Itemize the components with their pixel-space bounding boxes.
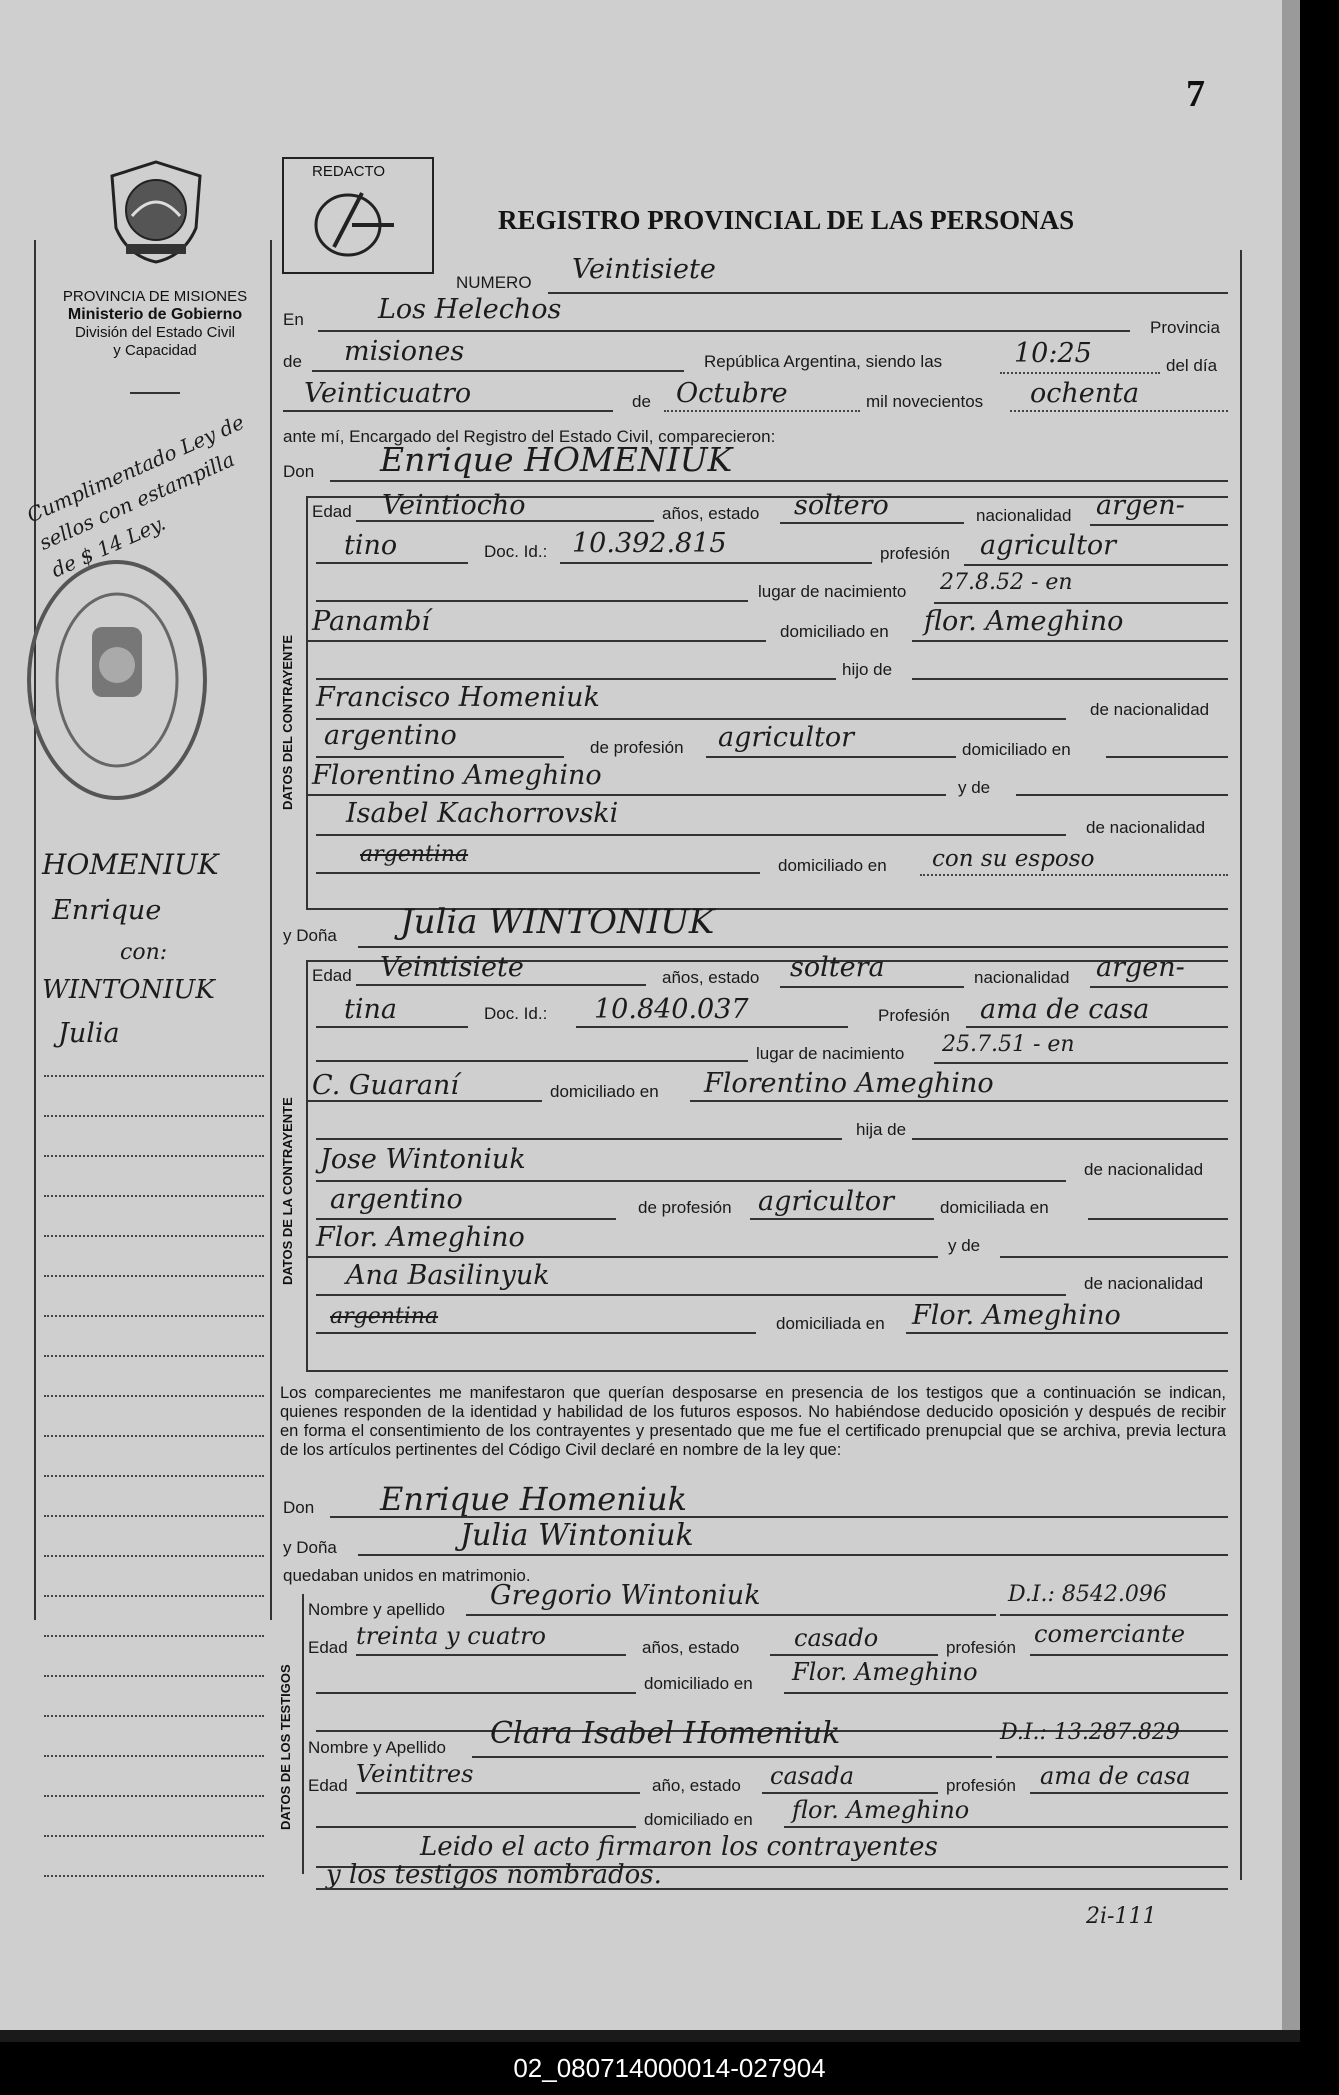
label-nacionalidad: nacionalidad: [974, 968, 1070, 987]
line-bride-address: [690, 1100, 1228, 1102]
label-de-nacionalidad: de nacionalidad: [1084, 1274, 1204, 1293]
margin-rule: [44, 1795, 264, 1797]
margin-border-left: [34, 240, 36, 1620]
line-groom-nationality: [1090, 524, 1228, 526]
bride-block-bottom: [306, 1370, 1228, 1372]
org-ministry: Ministerio de Gobierno: [67, 306, 243, 323]
label-anos-estado: años, estado: [662, 968, 760, 987]
line-groom-father-profession: [706, 756, 956, 758]
line-bride-nationality: [1090, 986, 1228, 988]
label-quedaban: quedaban unidos en matrimonio.: [283, 1566, 531, 1585]
value-groom-mother-nationality: argentina: [360, 842, 469, 867]
margin-rule: [44, 1675, 264, 1677]
label-datos-testigos: DATOS DE LOS TESTIGOS: [278, 1664, 293, 1830]
line-bride-civil-status: [780, 986, 964, 988]
line-witness1-blank: [316, 1692, 636, 1694]
value-bride-father: Jose Wintoniuk: [320, 1144, 526, 1175]
value-declared-groom: Enrique Homeniuk: [380, 1480, 687, 1518]
line-bride-mother-nationality: [316, 1332, 756, 1334]
value-bride-address: Florentino Ameghino: [704, 1068, 994, 1099]
value-groom-address: flor. Ameghino: [924, 606, 1124, 637]
label-nacionalidad: nacionalidad: [976, 506, 1072, 525]
label-ante-mi: ante mí, Encargado del Registro del Estado Civil, comparecieron:: [283, 427, 776, 446]
value-groom-father-profession: agricultor: [718, 722, 855, 753]
value-declared-bride: Julia Wintoniuk: [460, 1518, 694, 1553]
line-groom-mother-nationality: [316, 872, 760, 874]
label-del-dia: del día: [1166, 356, 1218, 375]
value-groom-father: Francisco Homeniuk: [316, 682, 600, 713]
line-provincia: [312, 370, 684, 372]
line-witness1-name: [466, 1614, 996, 1616]
org-capacity: y Capacidad: [113, 342, 197, 359]
line-bride-father-address: [306, 1256, 938, 1258]
org-province: PROVINCIA DE MISIONES: [62, 288, 248, 305]
line-groom-age: [356, 520, 654, 522]
value-groom-profession: agricultor: [980, 530, 1117, 561]
registry-seal-stamp: [22, 555, 212, 805]
line-witness1-doc: [1000, 1614, 1228, 1616]
value-bride-civil-status: soltera: [790, 952, 885, 983]
label-hija-de: hija de: [856, 1120, 907, 1139]
value-witness1-name: Gregorio Wintoniuk: [490, 1580, 761, 1611]
line-bride-nationality-2: [316, 1026, 468, 1028]
line-bride-doc: [576, 1026, 848, 1028]
label-mil: mil novecientos: [866, 392, 984, 411]
margin-rule: [44, 1515, 264, 1517]
value-groom-age: Veintiocho: [382, 490, 526, 521]
value-groom-mother-address: con su esposo: [932, 846, 1095, 872]
label-profesion: profesión: [946, 1638, 1016, 1657]
line-groom-father-nationality: [316, 756, 564, 758]
value-closing-line-2: y los testigos nombrados.: [326, 1860, 662, 1890]
line-y-de: [1016, 794, 1228, 796]
line-groom-civil-status: [780, 522, 964, 524]
value-bride-nationality-1: argen-: [1096, 952, 1185, 983]
margin-con: con:: [120, 940, 168, 965]
value-witness2-age: Veintitres: [356, 1760, 474, 1788]
margin-rule: [44, 1435, 264, 1437]
value-witness2-civil-status: casada: [770, 1762, 855, 1790]
label-domiciliado-en: domiciliado en: [780, 622, 889, 641]
value-bride-father-profession: agricultor: [758, 1186, 895, 1217]
line-witness2-profession: [1030, 1792, 1228, 1794]
label-de-profesion: de profesión: [590, 738, 684, 757]
line-witness2-name: [472, 1756, 992, 1758]
value-witness2-name: Clara Isabel Homeniuk: [490, 1716, 841, 1751]
label-y-dona: y Doña: [283, 1538, 337, 1557]
label-domiciliada-en: domiciliada en: [940, 1198, 1049, 1217]
margin-name-bride: Julia: [58, 1018, 120, 1049]
value-bride-father-nationality: argentino: [330, 1184, 463, 1215]
value-groom-nationality-1: argen-: [1096, 490, 1185, 521]
org-divider: [130, 392, 180, 394]
label-profesion: Profesión: [878, 1006, 950, 1025]
label-datos-la-contrayente: DATOS DE LA CONTRAYENTE: [280, 1097, 295, 1285]
value-witness2-address: flor. Ameghino: [792, 1796, 970, 1824]
label-don: Don: [283, 1498, 315, 1517]
value-dia: Veinticuatro: [304, 378, 472, 409]
line-witness2-age: [356, 1792, 640, 1794]
line-bride-birthplace: [306, 1100, 542, 1102]
line-groom-blank2: [316, 678, 836, 680]
value-closing-line-1: Leido el acto firmaron los contrayentes: [420, 1832, 938, 1862]
label-profesion: profesión: [946, 1776, 1016, 1795]
value-groom-birth: 27.8.52 - en: [940, 570, 1073, 595]
label-y-de: y de: [958, 778, 991, 797]
margin-rule: [44, 1075, 264, 1077]
value-witness1-age: treinta y cuatro: [356, 1622, 546, 1650]
line-bride-father-address-blank: [1088, 1218, 1228, 1220]
label-don: Don: [283, 462, 315, 481]
label-y-dona: y Doña: [283, 926, 337, 945]
value-bride-doc: 10.840.037: [594, 994, 749, 1025]
line-groom-father-address: [306, 794, 946, 796]
value-localidad: Los Helechos: [378, 294, 562, 325]
page-edge: [1282, 0, 1300, 2030]
value-groom-father-address: Florentino Ameghino: [312, 760, 602, 791]
margin-rule: [44, 1875, 264, 1877]
line-groom-father-address-blank: [1106, 756, 1228, 758]
label-domiciliada-en: domiciliada en: [776, 1314, 885, 1333]
label-ano-estado: año, estado: [652, 1776, 741, 1795]
label-domiciliado-en: domiciliado en: [644, 1810, 753, 1829]
line-witness1-address: [784, 1692, 1228, 1694]
line-bride-birth: [934, 1062, 1228, 1064]
line-witness1-profession: [1030, 1654, 1228, 1656]
form-border-right: [1240, 250, 1242, 1880]
line-bride-mother-address: [906, 1332, 1228, 1334]
value-bride-birth: 25.7.51 - en: [942, 1032, 1075, 1057]
line-bride-age: [356, 984, 646, 986]
label-nombre-apellido: Nombre y Apellido: [308, 1738, 446, 1757]
line-y-de: [1000, 1256, 1228, 1258]
label-anos-estado: años, estado: [662, 504, 760, 523]
value-witness1-civil-status: casado: [794, 1624, 879, 1652]
value-groom-doc: 10.392.815: [572, 528, 727, 559]
line-groom-profession: [964, 564, 1228, 566]
label-datos-contrayente: DATOS DEL CONTRAYENTE: [280, 634, 295, 810]
margin-border-right: [270, 240, 272, 1620]
redacto-signature-icon: [304, 185, 404, 265]
line-groom-address: [912, 640, 1228, 642]
label-edad: Edad: [312, 502, 352, 521]
label-edad: Edad: [308, 1638, 348, 1657]
line-groom-name: [330, 480, 1228, 482]
value-numero: Veintisiete: [572, 254, 716, 285]
line-hijo-de: [912, 678, 1228, 680]
line-bride-father-profession: [750, 1218, 934, 1220]
label-republica: República Argentina, siendo las: [704, 352, 943, 371]
bride-block-border: [306, 960, 308, 1370]
label-domiciliado-en: domiciliado en: [962, 740, 1071, 759]
label-edad: Edad: [312, 966, 352, 985]
label-de-nacionalidad: de nacionalidad: [1086, 818, 1206, 837]
line-groom-birthplace: [306, 640, 766, 642]
value-witness1-profession: comerciante: [1034, 1620, 1186, 1648]
line-numero: [548, 292, 1228, 294]
value-bride-birthplace: C. Guaraní: [312, 1070, 459, 1101]
margin-rule: [44, 1635, 264, 1637]
line-bride-blank: [316, 1060, 748, 1062]
label-y-de: y de: [948, 1236, 981, 1255]
value-bride-mother-address: Flor. Ameghino: [912, 1300, 1121, 1331]
line-groom-nationality-2: [316, 562, 468, 564]
margin-surname-groom: HOMENIUK: [42, 848, 219, 881]
label-nombre-apellido: Nombre y apellido: [308, 1600, 446, 1619]
label-domiciliado-en: domiciliado en: [644, 1674, 753, 1693]
margin-rule: [44, 1715, 264, 1717]
line-groom-mother-address: [920, 874, 1228, 876]
label-domiciliado-en: domiciliado en: [550, 1082, 659, 1101]
label-hijo-de: hijo de: [842, 660, 893, 679]
value-groom-birthplace: Panambí: [312, 606, 431, 637]
groom-block-border: [306, 496, 308, 908]
value-bride-mother-nationality: argentina: [330, 1304, 439, 1329]
line-bride-father-nationality: [316, 1218, 616, 1220]
margin-rule: [44, 1275, 264, 1277]
margin-rule: [44, 1595, 264, 1597]
org-division: División del Estado Civil: [74, 324, 236, 341]
value-witness2-profession: ama de casa: [1040, 1762, 1191, 1790]
label-edad: Edad: [308, 1776, 348, 1795]
value-provincia: misiones: [344, 336, 465, 367]
image-footer-code: 02_080714000014-027904: [513, 2053, 826, 2083]
label-domiciliado-en: domiciliado en: [778, 856, 887, 875]
line-witness2-address: [784, 1826, 1228, 1828]
label-de-nacionalidad: de nacionalidad: [1084, 1160, 1204, 1179]
value-corner-note: 2i-111: [1086, 1904, 1157, 1929]
declaration-paragraph: Los comparecientes me manifestaron que querían desposarse en presencia de los testigos que a continuación se indican, quienes responden de la identidad y habilidad de los futuros esposos. No habiéndose deducido oposición y después de recibir en forma el consentimiento de los contrayentes y presentado que me fue el certificado prenupcial que se archiva, previa lectura de los artículos pertinentes del Código Civil declaré en nombre de la ley que:: [280, 1384, 1226, 1459]
line-bride-father: [316, 1180, 1066, 1182]
value-groom-mother: Isabel Kachorrovski: [346, 798, 619, 829]
line-en: [318, 330, 1130, 332]
label-profesion: profesión: [880, 544, 950, 563]
line-groom-mother: [316, 834, 1066, 836]
page-number: 7: [1186, 73, 1205, 115]
value-groom-father-nationality: argentino: [324, 720, 457, 751]
line-bride-profession: [966, 1026, 1228, 1028]
margin-rule: [44, 1155, 264, 1157]
value-witness2-doc: D.I.: 13.287.829: [1000, 1720, 1180, 1745]
value-witness1-address: Flor. Ameghino: [792, 1658, 978, 1686]
line-mes: [664, 410, 860, 412]
witness-block-border: [302, 1594, 304, 1874]
margin-rule: [44, 1315, 264, 1317]
margin-rule: [44, 1755, 264, 1757]
label-de: de: [283, 352, 302, 371]
provincial-emblem-icon: [104, 158, 208, 266]
line-hora: [1000, 372, 1160, 374]
value-hora: 10:25: [1014, 338, 1092, 369]
redacto-box: [282, 157, 434, 274]
value-bride-profession: ama de casa: [980, 994, 1150, 1025]
label-lugar-nacimiento: lugar de nacimiento: [756, 1044, 905, 1063]
value-bride-age: Veintisiete: [380, 952, 524, 983]
document-title: REGISTRO PROVINCIAL DE LAS PERSONAS: [498, 205, 1075, 235]
value-mes: Octubre: [676, 378, 788, 409]
label-de-profesion: de profesión: [638, 1198, 732, 1217]
organization-block: [40, 288, 270, 360]
line-witness1-age: [356, 1654, 626, 1656]
label-provincia: Provincia: [1150, 318, 1220, 337]
margin-rule: [44, 1555, 264, 1557]
line-groom-blank: [316, 600, 748, 602]
label-de-nacionalidad: de nacionalidad: [1090, 700, 1210, 719]
margin-name-groom: Enrique: [52, 895, 162, 926]
value-groom-nationality-2: tino: [344, 530, 398, 561]
redacto-label: REDACTO: [312, 163, 386, 180]
label-doc-id: Doc. Id.:: [484, 1004, 548, 1023]
margin-stamp-note: Cumplimentado Ley de sellos con estampilla de $ 14 Ley.: [23, 409, 248, 583]
value-bride-mother: Ana Basilinyuk: [346, 1260, 550, 1291]
line-hija-de: [912, 1138, 1228, 1140]
margin-rule: [44, 1235, 264, 1237]
line-declared-bride: [358, 1554, 1228, 1556]
line-bride-mother: [316, 1294, 1066, 1296]
value-groom-name: Enrique HOMENIUK: [380, 440, 733, 479]
line-dia: [283, 410, 613, 412]
margin-rule: [44, 1395, 264, 1397]
margin-rule: [44, 1115, 264, 1117]
label-de-mes: de: [632, 392, 651, 411]
line-witness2-blank: [316, 1826, 636, 1828]
line-closing-2: [316, 1888, 1228, 1890]
label-doc-id: Doc. Id.:: [484, 542, 548, 561]
line-anio: [1010, 410, 1228, 412]
line-bride-blank2: [316, 1138, 842, 1140]
value-witness1-doc: D.I.: 8542.096: [1008, 1582, 1167, 1607]
page-bottom-shadow: [0, 2030, 1300, 2042]
value-bride-name: Julia WINTONIUK: [400, 902, 715, 942]
line-groom-doc: [560, 562, 872, 564]
margin-rule: [44, 1195, 264, 1197]
label-lugar-nacimiento: lugar de nacimiento: [758, 582, 907, 601]
label-anos-estado: años, estado: [642, 1638, 740, 1657]
margin-rule: [44, 1355, 264, 1357]
line-witness2-civil-status: [762, 1792, 938, 1794]
margin-surname-bride: WINTONIUK: [42, 975, 215, 1005]
label-en: En: [283, 310, 304, 329]
line-groom-birth: [934, 602, 1228, 604]
line-bride-name: [358, 946, 1228, 948]
value-bride-father-address: Flor. Ameghino: [316, 1222, 525, 1253]
value-anio: ochenta: [1030, 378, 1140, 409]
margin-rule: [44, 1835, 264, 1837]
line-witness2-doc: [996, 1756, 1228, 1758]
value-groom-civil-status: soltero: [794, 490, 889, 521]
value-bride-nationality-2: tina: [344, 994, 397, 1025]
label-numero: NUMERO: [456, 273, 532, 292]
line-witness1-civil-status: [770, 1654, 938, 1656]
margin-rule: [44, 1475, 264, 1477]
